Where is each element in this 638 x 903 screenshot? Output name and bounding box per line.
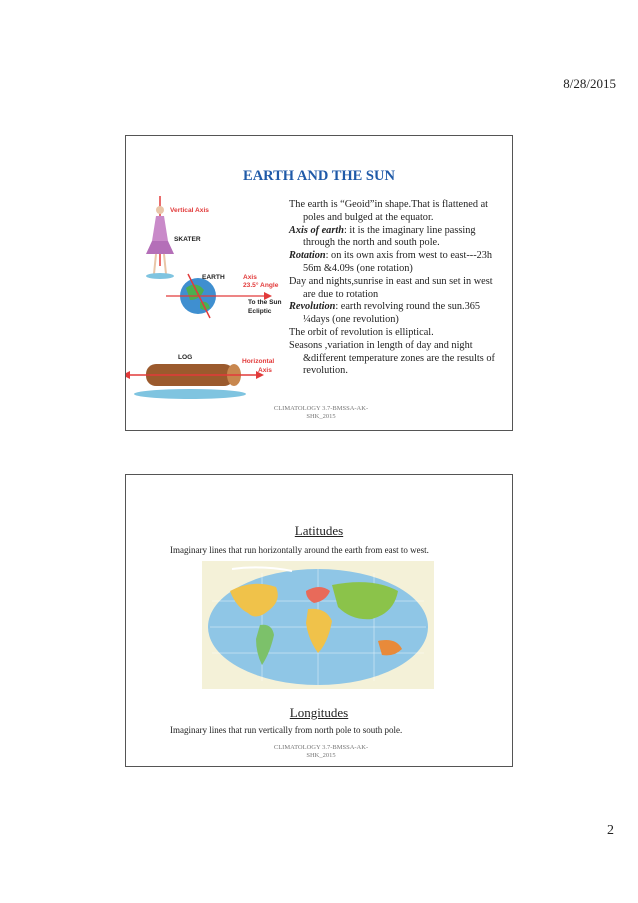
slide-footer: CLIMATOLOGY 3.7-BMSSA-AK- SHK_2015 (273, 405, 369, 420)
page-date: 8/28/2015 (563, 76, 616, 91)
slide-footer: CLIMATOLOGY 3.7-BMSSA-AK- SHK_2015 (273, 744, 369, 759)
ecliptic-label: Ecliptic (248, 308, 272, 315)
skater-label: SKATER (174, 236, 201, 243)
log-label: LOG (178, 354, 193, 361)
paragraph-day-night: Day and nights,sunrise in east and sun set in west are due to rotation (289, 275, 493, 300)
horizontal-label: Horizontal (242, 358, 275, 365)
paragraph-geoid: The earth is “Geoid”in shape.That is flattened at poles and bulged at the equator. (289, 199, 488, 223)
paragraph-seasons: Seasons ,variation in length of day and night &different temperature zones are the results of revolution. (289, 339, 495, 377)
to-sun-label: To the Sun (248, 299, 282, 306)
longitudes-description: Imaginary lines that run vertically from north pole to south pole. (170, 725, 403, 735)
latitudes-heading: Latitudes (294, 523, 344, 538)
slide-title: EARTH AND THE SUN (243, 168, 395, 184)
paragraph-rotation: Rotation: on its own axis from west to east---23h 56m &4.09s (one rotation) (289, 250, 493, 274)
paragraph-revolution: Revolution: earth revolving round the sun.365 ¼days (one revolution) (289, 301, 481, 326)
latitudes-description: Imaginary lines that run horizontally around the earth from east to west. (170, 545, 429, 555)
axis-label: Axis (243, 274, 257, 281)
vertical-axis-label: Vertical Axis (170, 207, 209, 214)
angle-label: 23.5° Angle (243, 282, 279, 289)
longitudes-heading: Longitudes (289, 705, 349, 720)
paragraph-orbit: The orbit of revolution is elliptical. (289, 326, 434, 338)
earth-axis-figure (126, 196, 286, 426)
slide-latitudes-longitudes (125, 474, 513, 767)
page-number: 2 (607, 823, 614, 838)
horizontal-axis-label: Axis (258, 367, 272, 374)
slide-body-text (289, 199, 503, 378)
earth-label: EARTH (202, 274, 225, 281)
world-map-image (202, 561, 434, 689)
slide-earth-and-sun (125, 135, 513, 431)
paragraph-axis: Axis of earth: it is the imaginary line passing through the north and south pole. (289, 224, 476, 249)
